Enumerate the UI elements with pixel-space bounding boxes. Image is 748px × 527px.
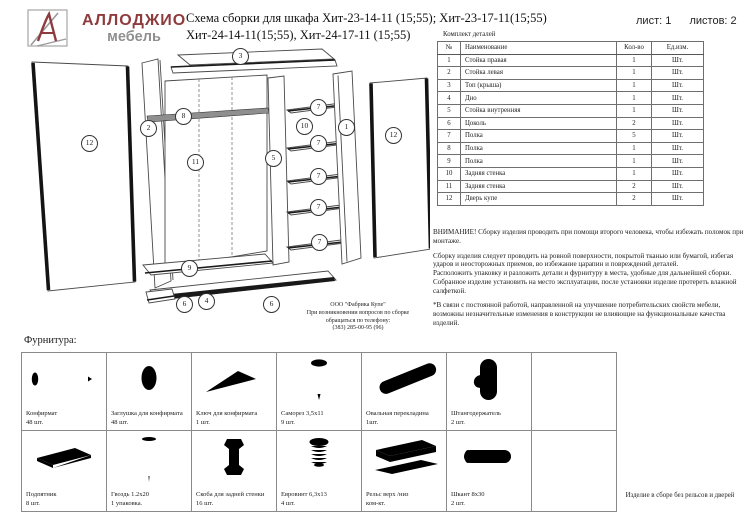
cell: Шт.	[652, 193, 704, 206]
wood-dowel-icon	[453, 434, 525, 480]
cell: 4	[438, 92, 461, 105]
cell: 2	[617, 117, 652, 130]
cell: 1	[617, 92, 652, 105]
brand-line1: АЛЛОДЖИО	[82, 12, 187, 29]
callout-6: 6	[263, 296, 280, 313]
cell: 1	[617, 155, 652, 168]
hardware-item-qty: 9 шт.	[281, 418, 295, 426]
hardware-title: Фурнитура:	[24, 335, 77, 346]
page-title	[186, 10, 606, 43]
hardware-item-confirmat	[22, 353, 107, 431]
sheet-number: лист: 1	[636, 15, 672, 27]
callout-7: 7	[311, 234, 328, 251]
cell: Шт.	[652, 92, 704, 105]
hardware-item-screw	[277, 353, 362, 431]
table-row	[438, 92, 704, 105]
table-row	[438, 130, 704, 143]
callout-7: 7	[310, 99, 327, 116]
warning-text: ВНИМАНИЕ! Сборку изделия проводить при помощи второго человека, чтобы избежать поломок при монтаже.	[433, 228, 744, 245]
exploded-diagram-drawing	[25, 48, 430, 335]
callout-8: 8	[175, 108, 192, 125]
hex-key-icon	[198, 356, 270, 402]
table-row	[438, 67, 704, 80]
table-row	[438, 180, 704, 193]
cell: Шт.	[652, 79, 704, 92]
cell: 8	[438, 142, 461, 155]
hardware-item-cap	[107, 353, 192, 431]
stand-inner	[268, 76, 289, 265]
callout-6: 6	[176, 296, 193, 313]
hardware-item-name: Шкант 8х30	[451, 491, 485, 499]
hardware-item-qty: 1 упаковка.	[111, 499, 143, 507]
parts-table-header-row	[438, 42, 704, 55]
assembly-notes	[433, 228, 746, 334]
cell: 11	[438, 180, 461, 193]
hardware-empty-cell	[532, 353, 617, 431]
cell: Шт.	[652, 130, 704, 143]
oval-rod-icon	[368, 356, 448, 402]
cell: 9	[438, 155, 461, 168]
hardware-item-name: Штангодержатель	[451, 410, 501, 418]
table-row	[438, 155, 704, 168]
manufacturer-contact	[278, 302, 438, 333]
callout-5: 5	[265, 150, 282, 167]
exploded-diagram	[25, 48, 430, 335]
cell: 6	[438, 117, 461, 130]
cell: 1	[438, 54, 461, 67]
callout-3: 3	[232, 48, 249, 65]
self-tapping-screw-icon	[283, 356, 355, 402]
hardware-item-qty: 1 шт.	[196, 418, 210, 426]
note-disclaimer: *В связи с постоянной работой, направленной на улучшение потребительских свойств мебели, возможны незначительные изменения в конструкции не влияющие на функциональные качества изделий.	[433, 301, 726, 328]
col-unit: Ед.изм.	[652, 42, 704, 55]
hardware-item-qty: 2 шт.	[451, 499, 465, 507]
hardware-item-qty: 48 шт.	[26, 418, 44, 426]
title-line1: Схема сборки для шкафа Хит-23-14-11 (15;55); Хит-23-17-11(15;55)	[186, 11, 547, 25]
hardware-item-hex-key	[192, 353, 277, 431]
cell: Стойка левая	[461, 67, 617, 80]
nail-icon	[113, 434, 185, 484]
callout-9: 9	[181, 260, 198, 277]
cell: Шт.	[652, 142, 704, 155]
note-paragraph: Расположить упаковку и разложить детали и фурнитуру в места, удобные для дальнейшей сборки.	[433, 269, 732, 278]
parts-table-caption: Комплект деталей	[443, 31, 496, 38]
back-wall	[165, 75, 267, 268]
cell: Шт.	[652, 180, 704, 193]
cell: Шт.	[652, 167, 704, 180]
callout-11: 11	[187, 154, 204, 171]
rod-holder-icon	[453, 356, 525, 404]
table-row	[438, 54, 704, 67]
assembled-caption: Изделие в сборе без рельсов и дверей	[625, 492, 735, 499]
cell: Стойка правая	[461, 54, 617, 67]
title-line2: Хит-24-14-11(15;55), Хит-24-17-11 (15;55)	[186, 27, 411, 42]
callout-10: 10	[296, 118, 313, 135]
hardware-item-name: Подпятник	[26, 491, 57, 499]
cell: Шт.	[652, 117, 704, 130]
hardware-item-bracket	[192, 431, 277, 512]
table-row	[438, 193, 704, 206]
callout-7: 7	[310, 135, 327, 152]
assembled-cabinet-drawing	[613, 342, 747, 487]
cell: 2	[438, 67, 461, 80]
euro-screw-icon	[283, 434, 355, 480]
col-number: №	[438, 42, 461, 55]
cell: 1	[617, 67, 652, 80]
cell: 5	[438, 104, 461, 117]
callout-12: 12	[81, 135, 98, 152]
cell: Полка	[461, 130, 617, 143]
callout-12: 12	[385, 127, 402, 144]
table-row	[438, 167, 704, 180]
hardware-item-qty: 4 шт.	[281, 499, 295, 507]
hardware-item-oval-rod	[362, 353, 447, 431]
cell: 1	[617, 104, 652, 117]
hardware-item-qty: 8 шт.	[26, 499, 40, 507]
hardware-item-rail	[362, 431, 447, 512]
brand-logo-icon	[25, 8, 71, 48]
hardware-empty-cell	[532, 431, 617, 512]
cell: Полка	[461, 155, 617, 168]
assembled-preview	[613, 342, 747, 499]
callout-7: 7	[310, 168, 327, 185]
contact-line: обращаться по телефону:	[325, 317, 391, 324]
door-right	[370, 78, 430, 258]
callout-2: 2	[140, 120, 157, 137]
sheets-total: листов: 2	[689, 15, 737, 27]
contact-line: При возникновении вопросов по сборке	[306, 309, 410, 316]
cell: Полка	[461, 142, 617, 155]
hardware-item-nail	[107, 431, 192, 512]
cell: Дно	[461, 92, 617, 105]
col-name: Наименование	[461, 42, 617, 55]
cell: Дверь купе	[461, 193, 617, 206]
hardware-item-qty: 2 шт.	[451, 418, 465, 426]
note-paragraph: Сборку изделия следует проводить на ровной поверхности, покрытой тканью или бумагой, избегая ударов и неосторожных приемов, во избежание царапин и повреждений деталей.	[433, 251, 734, 269]
table-row	[438, 117, 704, 130]
cell: Задняя стенка	[461, 180, 617, 193]
sliding-rail-icon	[368, 434, 448, 480]
brand-line2: мебель	[107, 29, 161, 45]
hardware-item-name: Гвоздь 1.2х20	[111, 491, 150, 499]
hardware-item-name: Ключ для конфирмата	[196, 410, 258, 418]
cell: Стойка внутренняя	[461, 104, 617, 117]
callout-1: 1	[338, 119, 355, 136]
note-paragraph: Собранное изделие установить на место эксплуатации, после установки изделие протереть влажной салфеткой.	[433, 277, 737, 295]
cell: Шт.	[652, 155, 704, 168]
cell: 12	[438, 193, 461, 206]
hardware-item-euro-screw	[277, 431, 362, 512]
cell: Шт.	[652, 54, 704, 67]
hardware-item-name: Конфирмат	[26, 410, 58, 418]
foot-pad-icon	[28, 434, 100, 480]
callout-7: 7	[310, 199, 327, 216]
cell: Цоколь	[461, 117, 617, 130]
confirmat-screw-icon	[28, 356, 100, 402]
hardware-item-foot-pad	[22, 431, 107, 512]
cell: 3	[438, 79, 461, 92]
col-qty: Кол-во	[617, 42, 652, 55]
cell: 1	[617, 142, 652, 155]
cell: Задняя стенка	[461, 167, 617, 180]
back-wall-bracket-icon	[198, 434, 270, 482]
brand-name	[82, 12, 186, 45]
hardware-item-qty: 1шт.	[366, 418, 379, 426]
hardware-item-qty: 48 шт.	[111, 418, 129, 426]
sheet-info	[636, 15, 737, 27]
cell: 1	[617, 79, 652, 92]
hardware-item-name: Заглушка для конфирмата	[111, 410, 183, 418]
brand-logo	[25, 8, 71, 53]
callout-4: 4	[198, 293, 215, 310]
table-row	[438, 79, 704, 92]
confirmat-cap-icon	[113, 356, 185, 402]
cell: Шт.	[652, 67, 704, 80]
contact-phone: (383) 285-00-95 (96)	[332, 325, 384, 332]
cell: Шт.	[652, 104, 704, 117]
cell: 2	[617, 193, 652, 206]
hardware-item-name: Рельс верх /низ	[366, 491, 409, 499]
cell: 2	[617, 180, 652, 193]
hardware-item-name: Овальная перекладина	[366, 410, 429, 418]
hardware-grid	[21, 352, 617, 512]
hardware-item-name: Скоба для задней стенки	[196, 491, 265, 499]
stand-right	[333, 71, 361, 264]
table-row	[438, 142, 704, 155]
cell: 7	[438, 130, 461, 143]
cell: 1	[617, 54, 652, 67]
table-row	[438, 104, 704, 117]
cell: Топ (крыша)	[461, 79, 617, 92]
contact-line: ООО "Фабрика Купе"	[330, 302, 386, 308]
hardware-item-name: Саморез 3,5х11	[281, 410, 324, 418]
cell: 5	[617, 130, 652, 143]
hardware-item-dowel	[447, 431, 532, 512]
hardware-item-qty: ком-кт.	[366, 499, 386, 507]
cell: 1	[617, 167, 652, 180]
cell: 10	[438, 167, 461, 180]
parts-table	[437, 41, 704, 206]
hardware-item-name: Евровинт 6,3х13	[281, 491, 327, 499]
hardware-item-rod-holder	[447, 353, 532, 431]
hardware-item-qty: 16 шт.	[196, 499, 214, 507]
